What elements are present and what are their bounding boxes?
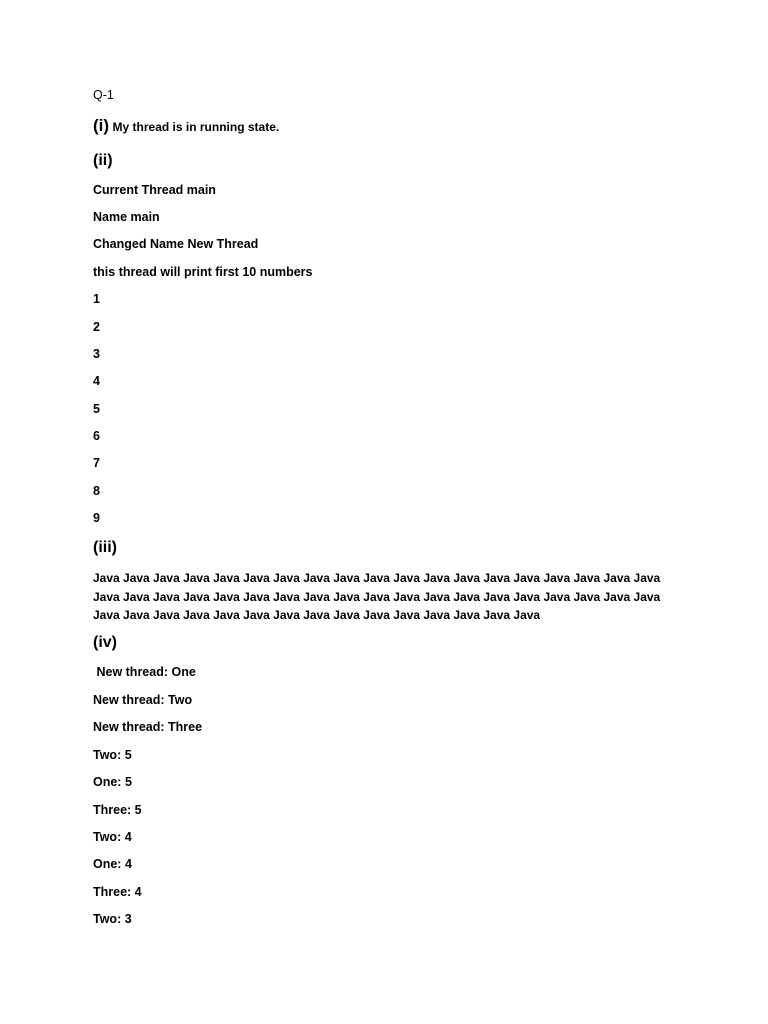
part-iv-line: New thread: Two (93, 693, 193, 707)
part-iii-marker: (iii) (93, 539, 117, 556)
part-iv-line: Two: 4 (93, 830, 132, 844)
part-ii-line: 9 (93, 511, 100, 525)
part-iv-line: Two: 3 (93, 912, 132, 926)
part-ii-marker: (ii) (93, 152, 113, 169)
part-ii-line: 3 (93, 347, 100, 361)
part-ii-line: 8 (93, 484, 100, 498)
part-iv-line: One: 4 (93, 857, 132, 871)
question-label: Q-1 (93, 88, 114, 102)
part-ii-line: 5 (93, 402, 100, 416)
part-iv-line: One: 5 (93, 775, 132, 789)
part-ii-line: Changed Name New Thread (93, 237, 259, 251)
part-iv-line: Three: 5 (93, 803, 142, 817)
part-iii-paragraph: Java Java Java Java Java Java Java Java Java Java Java Java Java Java Java Java Java Java Java Java Java Java Java Java Java Java Java Java Java Java Java Java Java Java Java Java Java Java Java Java Java Java Java Java Java Java Java Java Java Java Java Java Java (93, 571, 661, 622)
part-ii-line: 1 (93, 292, 100, 306)
part-i-line (93, 118, 279, 135)
part-ii-line: 7 (93, 456, 100, 470)
part-iv-marker: (iv) (93, 634, 117, 651)
part-iv-line: New thread: One (93, 665, 196, 679)
part-iv-line: Two: 5 (93, 748, 132, 762)
part-ii-line: this thread will print first 10 numbers (93, 265, 313, 279)
part-ii-line: 6 (93, 429, 100, 443)
part-ii-line: 4 (93, 374, 100, 388)
part-ii-line: 2 (93, 320, 100, 334)
part-ii-line: Current Thread main (93, 183, 216, 197)
part-i-text: My thread is in running state. (112, 120, 280, 134)
part-i-marker: (i) (93, 116, 110, 135)
part-iv-line: Three: 4 (93, 885, 142, 899)
part-ii-line: Name main (93, 210, 160, 224)
part-iv-line: New thread: Three (93, 720, 203, 734)
